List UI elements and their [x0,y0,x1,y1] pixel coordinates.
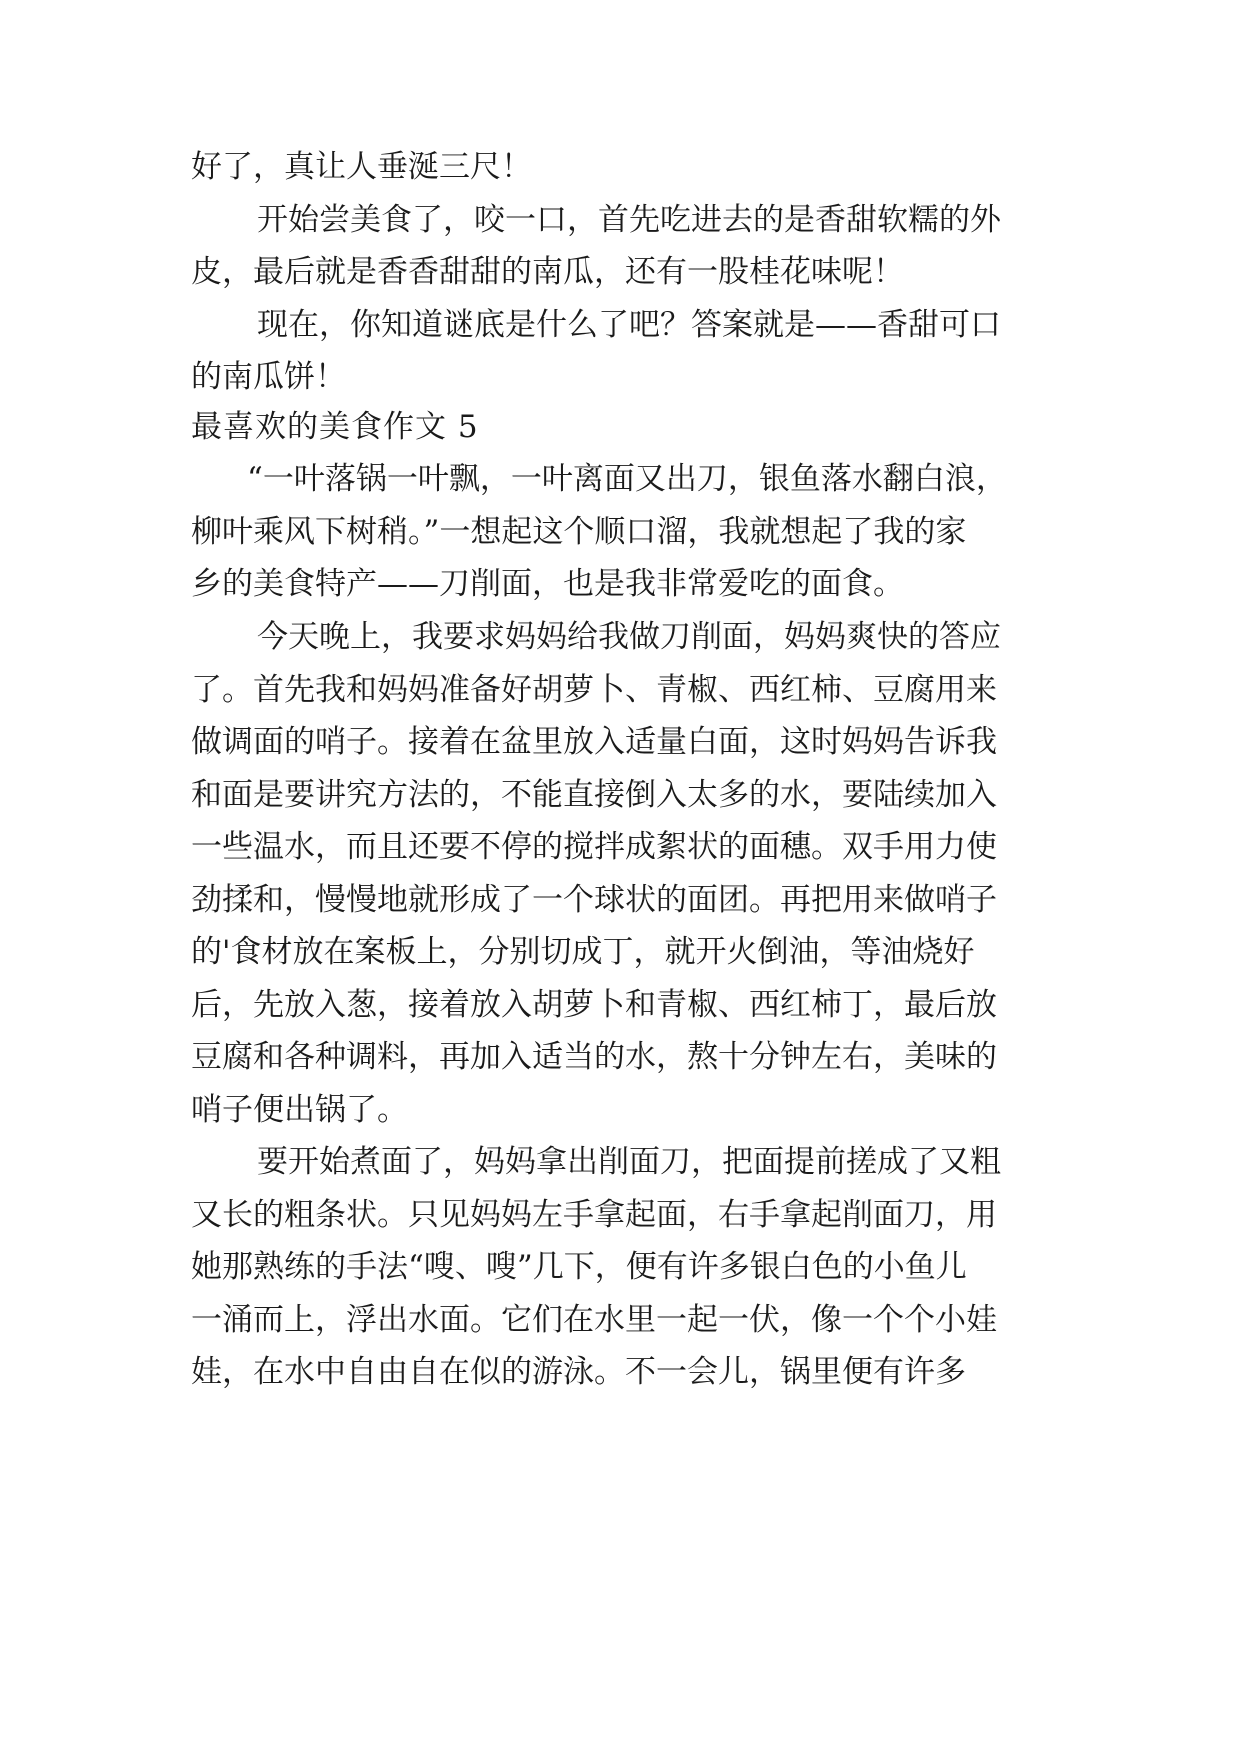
paragraph-line: 她那熟练的手法“嗖、嗖”几下，便有许多银白色的小鱼儿 [191,1249,967,1285]
paragraph-line: 乡的美食特产——刀削面，也是我非常爱吃的面食。 [191,566,904,602]
paragraph-line: 又长的粗条状。只见妈妈左手拿起面，右手拿起削面刀，用 [191,1197,997,1233]
section-heading: 最喜欢的美食作文 5 [191,409,479,445]
paragraph-line: 豆腐和各种调料，再加入适当的水，熬十分钟左右，美味的 [191,1039,997,1075]
paragraph-line: 后，先放入葱，接着放入胡萝卜和青椒、西红柿丁，最后放 [191,987,997,1023]
paragraph-line: 的南瓜饼！ [191,359,346,395]
paragraph-line: 和面是要讲究方法的，不能直接倒入太多的水，要陆续加入 [191,777,997,813]
paragraph-line: 做调面的哨子。接着在盆里放入适量白面，这时妈妈告诉我 [191,724,997,760]
paragraph-line: 一些温水，而且还要不停的搅拌成絮状的面穗。双手用力使 [191,829,997,865]
paragraph-line: 一涌而上，浮出水面。它们在水里一起一伏，像一个个小娃 [191,1302,997,1338]
paragraph-line: 劲揉和，慢慢地就形成了一个球状的面团。再把用来做哨子 [191,882,997,918]
paragraph-line: “一叶落锅一叶飘，一叶离面又出刀，银鱼落水翻白浪， [247,461,1007,497]
paragraph-line: 哨子便出锅了。 [191,1092,408,1128]
paragraph-line: 了。首先我和妈妈准备好胡萝卜、青椒、西红柿、豆腐用来 [191,672,997,708]
paragraph-line: 柳叶乘风下树稍。”一想起这个顺口溜，我就想起了我的家 [191,514,967,550]
paragraph-line: 现在，你知道谜底是什么了吧？答案就是——香甜可口 [257,307,1001,343]
paragraph-line: 今天晚上，我要求妈妈给我做刀削面，妈妈爽快的答应 [257,619,1001,655]
paragraph-line: 要开始煮面了，妈妈拿出削面刀，把面提前搓成了又粗 [257,1144,1001,1180]
paragraph-line: 皮，最后就是香香甜甜的南瓜，还有一股桂花味呢！ [191,254,904,290]
paragraph-line: 的'食材放在案板上，分别切成丁，就开火倒油，等油烧好 [191,934,975,970]
paragraph-line: 开始尝美食了，咬一口，首先吃进去的是香甜软糯的外 [257,202,1001,238]
paragraph-line: 好了，真让人垂涎三尺！ [191,149,532,185]
paragraph-line: 娃，在水中自由自在似的游泳。不一会儿，锅里便有许多 [191,1354,966,1390]
